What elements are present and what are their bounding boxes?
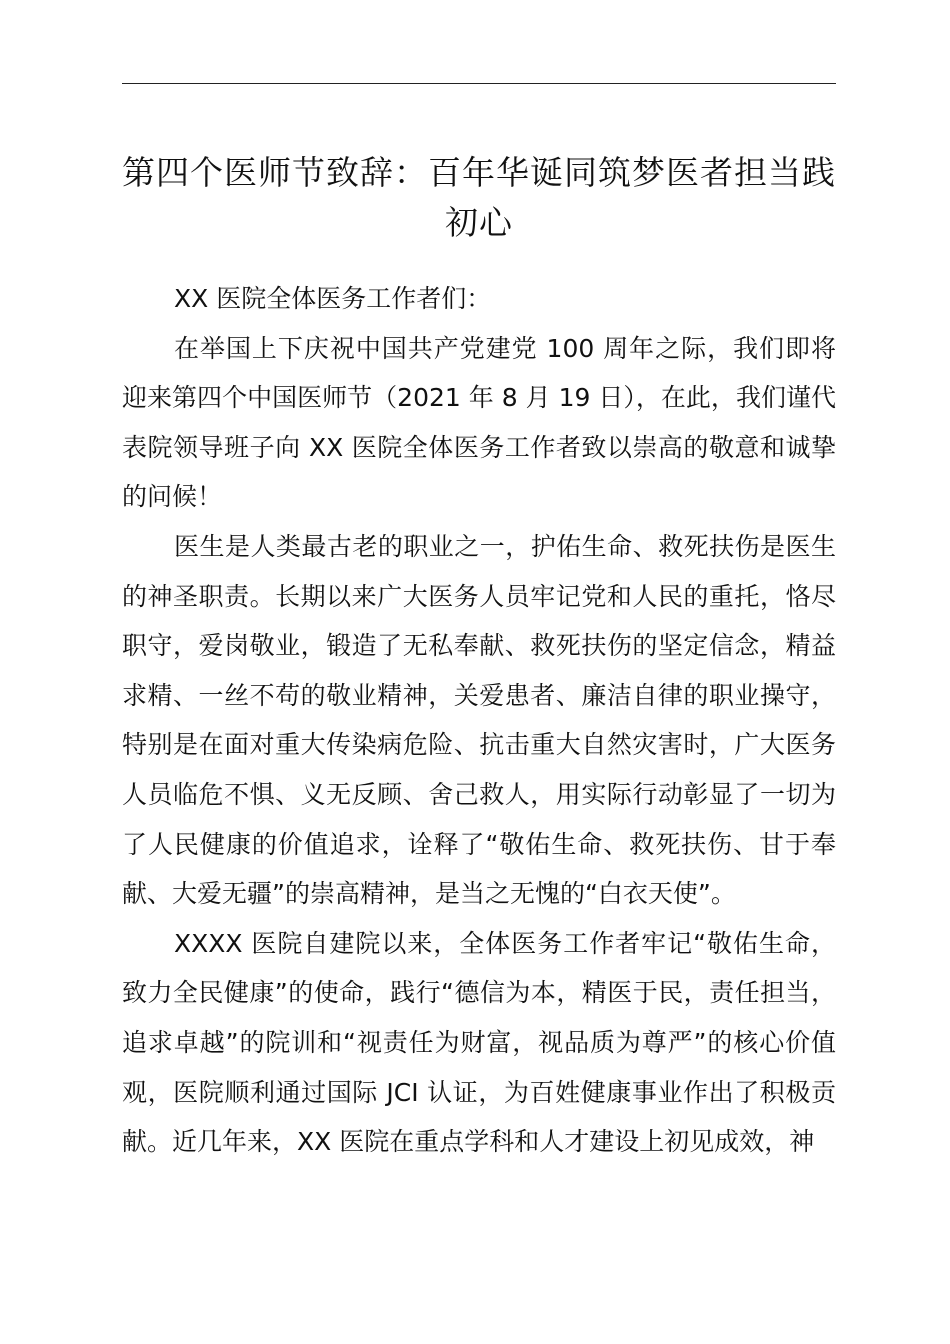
paragraph: 医生是人类最古老的职业之一，护佑生命、救死扶伤是医生的神圣职责。长期以来广大医务人员牢记党和人民的重托，恪尽职守，爱岗敬业，锻造了无私奉献、救死扶伤的坚定信念，精益求精、一丝不苟的敬业精神，关爱患者、廉洁自律的职业操守，特别是在面对重大传染病危险、抗击重大自然灾害时，广大医务人员临危不惧、义无反顾、舍己救人，用实际行动彰显了一切为了人民健康的价值追求，诠释了“敬佑生命、救死扶伤、甘于奉献、大爱无疆”的崇高精神，是当之无愧的“白衣天使”。 [122, 531, 836, 909]
document-body [122, 274, 836, 1167]
document-title: 第四个医师节致辞：百年华诞同筑梦医者担当践初心 [122, 153, 836, 242]
salutation: XX 医院全体医务工作者们： [174, 284, 492, 313]
paragraph: 在举国上下庆祝中国共产党建党 100 周年之际，我们即将迎来第四个中国医师节（2021 年 8 月 19 日），在此，我们谨代表院领导班子向 XX 医院全体医务工作者致以崇高的敬意和诚挚的问候！ [122, 333, 836, 512]
paragraph: XXXX 医院自建院以来，全体医务工作者牢记“敬佑生命，致力全民健康”的使命，践行“德信为本，精医于民，责任担当，追求卓越”的院训和“视责任为财富，视品质为尊严”的核心价值观，医院顺利通过国际 JCI 认证，为百姓健康事业作出了积极贡献。近几年来，XX 医院在重点学科和人才建设上初见成效，神 [122, 928, 836, 1157]
header-rule [122, 83, 836, 84]
